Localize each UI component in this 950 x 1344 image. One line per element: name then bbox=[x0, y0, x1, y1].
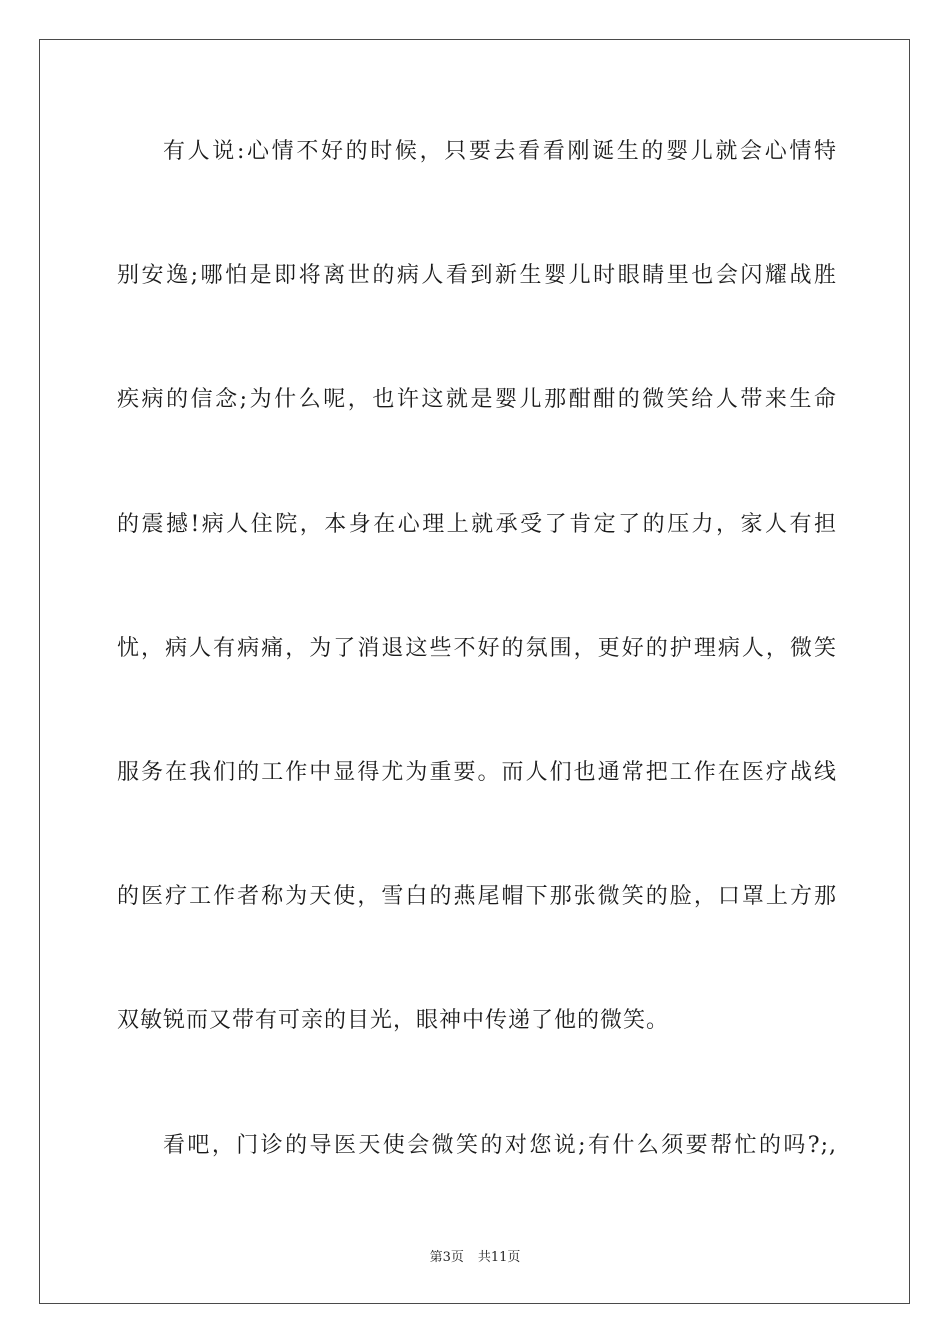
page-footer bbox=[0, 1246, 950, 1265]
paragraph-1-line-6: 服务在我们的工作中显得尤为重要。而人们也通常把工作在医疗战线 bbox=[117, 760, 837, 785]
paragraph-1-line-7: 的医疗工作者称为天使，雪白的燕尾帽下那张微笑的脸，口罩上方那 bbox=[117, 884, 837, 909]
paragraph-1-line-3: 疾病的信念;为什么呢，也许这就是婴儿那酣酣的微笑给人带来生命 bbox=[117, 387, 837, 412]
page-number: 第3页 bbox=[429, 1250, 464, 1265]
paragraph-1-line-8: 双敏锐而又带有可亲的目光，眼神中传递了他的微笑。 bbox=[117, 1008, 670, 1033]
paragraph-1-line-2: 别安逸;哪怕是即将离世的病人看到新生婴儿时眼睛里也会闪耀战胜 bbox=[117, 263, 837, 288]
paragraph-1-line-1: 有人说:心情不好的时候，只要去看看刚诞生的婴儿就会心情特 bbox=[163, 139, 837, 164]
paragraph-2-line-1: 看吧，门诊的导医天使会微笑的对您说;有什么须要帮忙的吗?;, bbox=[163, 1133, 837, 1158]
page-border bbox=[39, 39, 910, 1304]
page-total: 共11页 bbox=[477, 1250, 521, 1265]
paragraph-1-line-5: 忧，病人有病痛，为了消退这些不好的氛围，更好的护理病人，微笑 bbox=[117, 636, 837, 661]
paragraph-1-line-4: 的震撼!病人住院，本身在心理上就承受了肯定了的压力，家人有担 bbox=[117, 512, 837, 537]
